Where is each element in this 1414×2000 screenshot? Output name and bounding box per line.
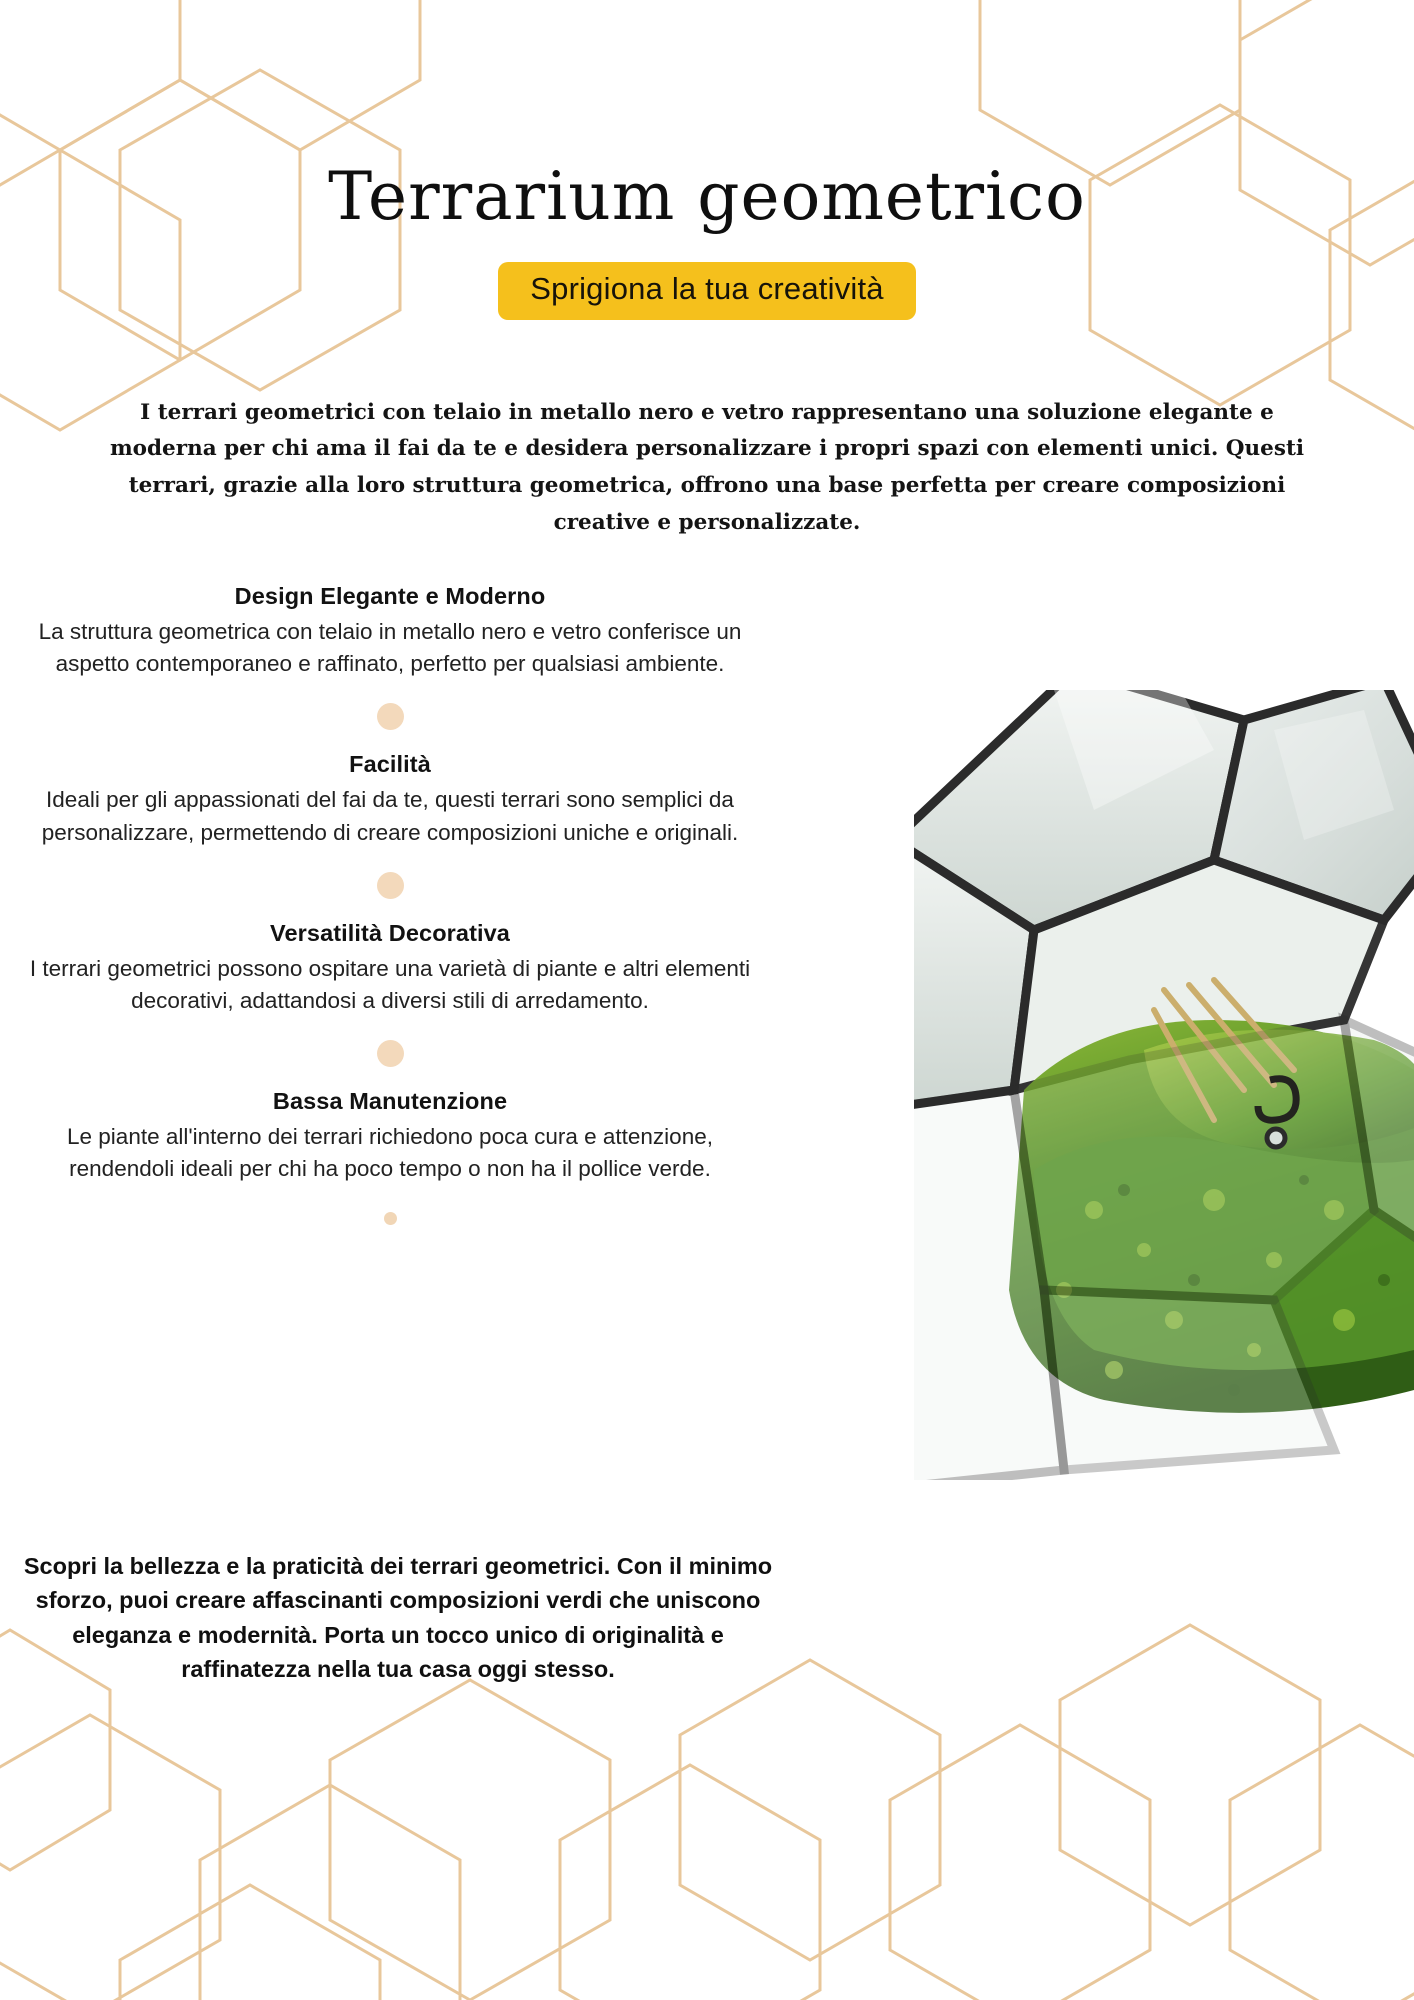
feature-heading: Bassa Manutenzione [272, 1088, 508, 1115]
feature-item [20, 751, 760, 848]
closing-paragraph: Scopri la bellezza e la praticità dei terrari geometrici. Con il minimo sforzo, puoi creare affascinanti composizioni verdi che uniscono eleganza e modernità. Porta un tocco unico di originalità e raffinatezza nella tua casa oggi stesso. [23, 1552, 773, 1683]
feature-body: La struttura geometrica con telaio in metallo nero e vetro conferisce un aspetto contemporaneo e raffinato, perfetto per qualsiasi ambiente. [38, 619, 742, 677]
badge-container [0, 262, 1414, 320]
tagline-badge: Sprigiona la tua creatività [498, 262, 915, 320]
divider-dot [377, 1040, 404, 1067]
divider-dot [377, 872, 404, 899]
page-title: Terrarium geometrico [328, 158, 1086, 236]
divider-dot [377, 703, 404, 730]
feature-heading: Facilità [349, 751, 431, 778]
feature-body: Le piante all'interno dei terrari richiedono poca cura e attenzione, rendendoli ideali per chi ha poco tempo o non ha il pollice verde. [67, 1124, 713, 1182]
intro-paragraph: I terrari geometrici con telaio in metallo nero e vetro rappresentano una soluzione elegante e moderna per chi ama il fai da te e desidera personalizzare i propri spazi con elementi unici. Questi terrari, grazie alla loro struttura geometrica, offrono una base perfetta per creare composizioni creative e personalizzate. [109, 399, 1305, 536]
feature-item [20, 920, 760, 1017]
feature-heading: Design Elegante e Moderno [234, 583, 546, 609]
feature-item [20, 583, 760, 680]
divider-dot-small [384, 1212, 397, 1225]
feature-body: I terrari geometrici possono ospitare una varietà di piante e altri elementi decorativi, adattandosi a diversi stili di arredamento. [29, 955, 751, 1013]
feature-body: Ideali per gli appassionati del fai da te, questi terrari sono semplici da personalizzare, permettendo di creare composizioni uniche e originali. [41, 787, 739, 845]
terrarium-photo [914, 690, 1414, 1480]
feature-item [20, 1088, 760, 1185]
feature-list [20, 583, 760, 1247]
feature-heading: Versatilità Decorativa [270, 919, 510, 946]
